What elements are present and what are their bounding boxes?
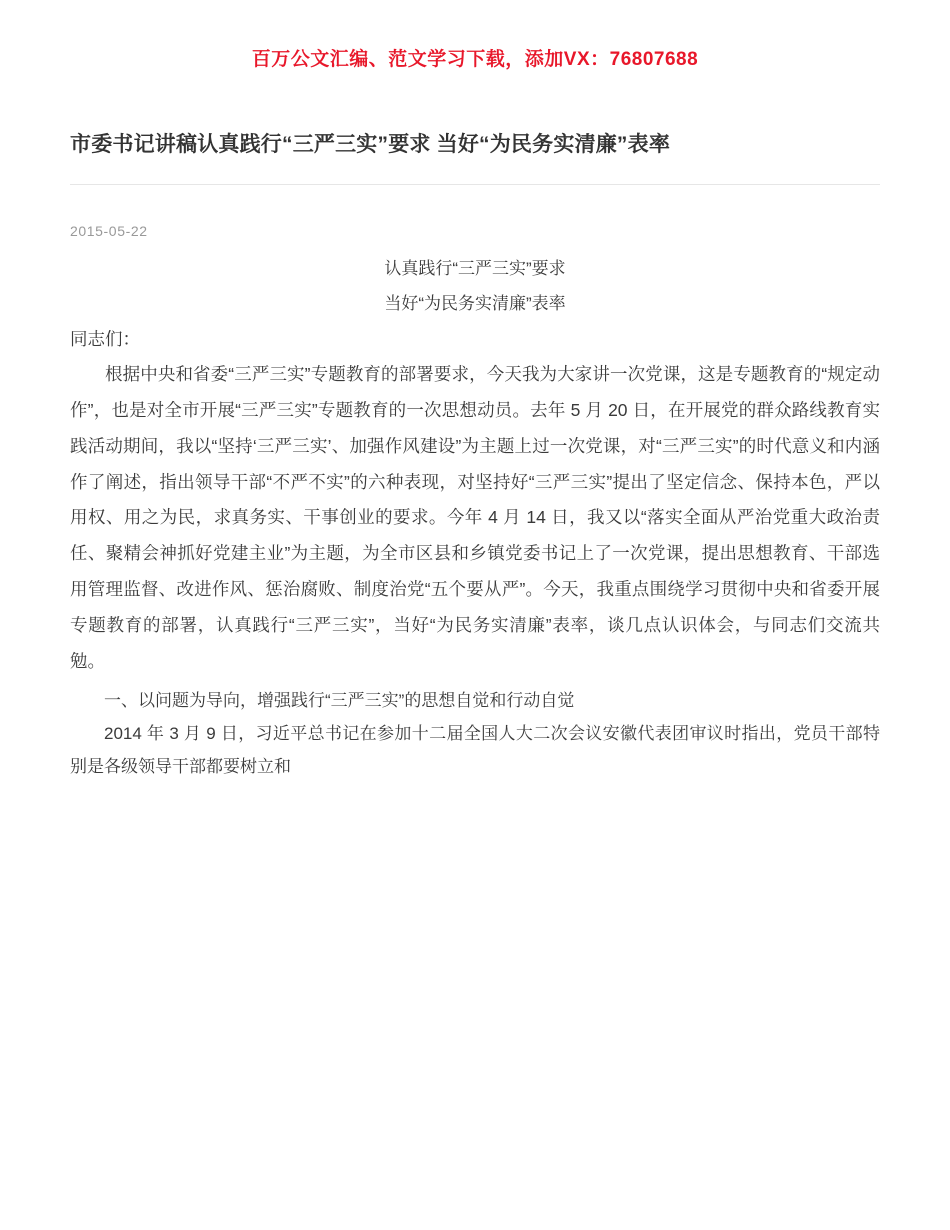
salutation: 同志们： [70, 328, 140, 349]
body-paragraph: 根据中央和省委“三严三实”专题教育的部署要求，今天我为大家讲一次党课，这是专题教育的“规定动作”，也是对全市开展“三严三实”专题教育的一次思想动员。去年 5 月 20 日，在开展党的群众路线教育实践活动期间，我以“坚持‘三严三实’、加强作风建设”为主题上过一次党课，对“三严三实”的时代意义和内涵作了阐述，指出领导干部“不严不实”的六种表现，对坚持好“三严三实”提出了坚定信念、保持本色，严以用权、用之为民，求真务实、干事创业的要求。今年 4 月 14 日，我又以“落实全面从严治党重大政治责任、聚精会神抓好党建主业”为主题，为全市区县和乡镇党委书记上了一次党课，提出思想教育、干部选用管理监督、改进作风、惩治腐败、制度治党“五个要从严”。今天，我重点围绕学习贯彻中央和省委开展专题教育的部署，认真践行“三严三实”，当好“为民务实清廉”表率，谈几点认识体会，与同志们交流共勉。 [70, 363, 880, 671]
promo-banner: 百万公文汇编、范文学习下载，添加VX：76807688 [251, 49, 699, 70]
document-date: 2015-05-22 [70, 222, 148, 239]
article-heading-line-1: 认真践行“三严三实”要求 [384, 258, 566, 278]
page-title: 市委书记讲稿认真践行“三严三实”要求 当好“为民务实清廉”表率 [70, 133, 671, 156]
document-body [70, 251, 880, 784]
section-heading: 一、以问题为导向，增强践行“三严三实”的思想自觉和行动自觉 [104, 690, 575, 710]
document-content [70, 77, 880, 783]
body-paragraph: 2014 年 3 月 9 日，习近平总书记在参加十二届全国人大二次会议安徽代表团审议时指出，党员干部特别是各级领导干部都要树立和 [70, 723, 880, 777]
article-heading-line-2: 当好“为民务实清廉”表率 [384, 294, 566, 314]
